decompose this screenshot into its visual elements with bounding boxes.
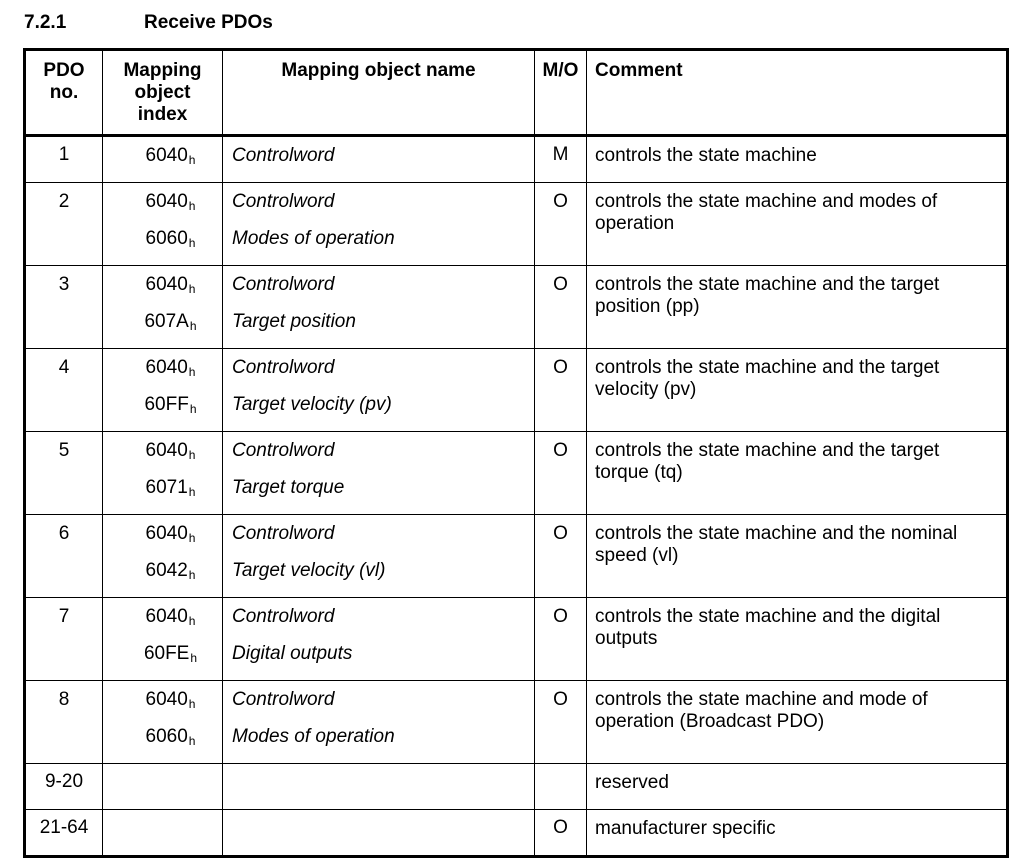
mo-cell: M [535, 136, 587, 183]
header-mapping-object-name: Mapping object name [223, 50, 535, 136]
mo-cell: O [535, 515, 587, 598]
mapping-name-cell [223, 515, 535, 598]
mapping-index-cell [103, 266, 223, 349]
pdo-number-cell: 4 [25, 349, 103, 432]
mo-cell: O [535, 598, 587, 681]
table-row [25, 349, 1008, 432]
comment-cell: controls the state machine and the nominal speed (vl) [587, 515, 1008, 598]
pdo-number-cell: 6 [25, 515, 103, 598]
hex-suffix: h [188, 568, 196, 582]
mapping-index-cell [103, 432, 223, 515]
mapping-index-value: $6040_h$ [145, 606, 196, 628]
header-comment: Comment [587, 50, 1008, 136]
mapping-index-value: $60FE_h$ [143, 643, 198, 665]
mapping-index-value: $60FF_h$ [144, 394, 197, 416]
table-row [25, 810, 1008, 857]
mapping-index-value: $6040_h$ [145, 274, 196, 296]
mapping-object-name: Modes of operation [232, 726, 395, 747]
mapping-index-cell [103, 764, 223, 810]
mapping-object-name: Digital outputs [232, 643, 353, 664]
mapping-index-value: $6042_h$ [145, 560, 196, 582]
mo-cell: O [535, 681, 587, 764]
comment-cell: controls the state machine and the digital outputs [587, 598, 1008, 681]
mapping-object-name: Controlword [232, 523, 335, 544]
hex-suffix: h [188, 365, 196, 379]
mapping-object-name: Modes of operation [232, 228, 395, 249]
mapping-index-cell [103, 810, 223, 857]
hex-suffix: h [188, 153, 196, 167]
table-row [25, 681, 1008, 764]
hex-suffix: h [188, 531, 196, 545]
table-row [25, 183, 1008, 266]
mapping-index-value: $6040_h$ [145, 145, 196, 167]
mapping-name-cell [223, 266, 535, 349]
mapping-name-cell [223, 432, 535, 515]
pdo-number-cell: 9-20 [25, 764, 103, 810]
comment-cell: controls the state machine and the target velocity (pv) [587, 349, 1008, 432]
comment-cell: manufacturer specific [587, 810, 1008, 857]
table-row [25, 598, 1008, 681]
mapping-object-name: Target velocity (pv) [232, 394, 392, 415]
comment-cell: controls the state machine and the target torque (tq) [587, 432, 1008, 515]
table-row [25, 136, 1008, 183]
mapping-object-name: Controlword [232, 145, 335, 166]
comment-cell: controls the state machine and the target position (pp) [587, 266, 1008, 349]
hex-suffix: h [188, 614, 196, 628]
table-row [25, 764, 1008, 810]
hex-suffix: h [188, 734, 196, 748]
mapping-index-value: $6040_h$ [145, 357, 196, 379]
header-mapping-object-index: Mapping object index [103, 50, 223, 136]
mapping-name-cell [223, 810, 535, 857]
mo-cell: O [535, 432, 587, 515]
pdo-number-cell: 1 [25, 136, 103, 183]
section-heading [24, 10, 273, 36]
section-number: 7.2.1 [24, 12, 67, 33]
mapping-index-cell [103, 598, 223, 681]
mo-cell: O [535, 183, 587, 266]
hex-suffix: h [188, 448, 196, 462]
mapping-object-name: Target torque [232, 477, 345, 498]
comment-cell: controls the state machine and modes of operation [587, 183, 1008, 266]
mapping-index-cell [103, 349, 223, 432]
hex-suffix: h [188, 485, 196, 499]
table-body [25, 136, 1008, 857]
mo-cell: O [535, 349, 587, 432]
hex-suffix: h [188, 697, 196, 711]
mapping-index-value: $6040_h$ [145, 440, 196, 462]
mapping-object-name: Controlword [232, 689, 335, 710]
table-row [25, 515, 1008, 598]
mapping-name-cell [223, 598, 535, 681]
hex-suffix: h [190, 651, 198, 665]
mapping-name-cell [223, 136, 535, 183]
mapping-index-value: $6060_h$ [145, 726, 196, 748]
mapping-index-cell [103, 136, 223, 183]
mapping-index-value: $6071_h$ [145, 477, 196, 499]
hex-suffix: h [189, 402, 197, 416]
mapping-object-name: Controlword [232, 606, 335, 627]
mapping-object-name: Controlword [232, 440, 335, 461]
mapping-index-cell [103, 681, 223, 764]
comment-cell: reserved [587, 764, 1008, 810]
pdo-number-cell: 7 [25, 598, 103, 681]
pdo-number-cell: 3 [25, 266, 103, 349]
mapping-index-value: $6040_h$ [145, 523, 196, 545]
mapping-index-cell [103, 515, 223, 598]
hex-suffix: h [188, 236, 196, 250]
pdo-number-cell: 21-64 [25, 810, 103, 857]
receive-pdo-table [23, 48, 1009, 858]
pdo-number-cell: 2 [25, 183, 103, 266]
table-row [25, 266, 1008, 349]
mo-cell [535, 764, 587, 810]
mapping-name-cell [223, 764, 535, 810]
mapping-name-cell [223, 681, 535, 764]
comment-cell: controls the state machine [587, 136, 1008, 183]
header-mo: M/O [535, 50, 587, 136]
table-header-row [25, 50, 1008, 136]
pdo-number-cell: 5 [25, 432, 103, 515]
mapping-index-value: $6060_h$ [145, 228, 196, 250]
mapping-name-cell [223, 349, 535, 432]
comment-cell: controls the state machine and mode of operation (Broadcast PDO) [587, 681, 1008, 764]
mapping-object-name: Controlword [232, 274, 335, 295]
header-pdo-no: PDO no. [25, 50, 103, 136]
mapping-object-name: Controlword [232, 191, 335, 212]
table-row [25, 432, 1008, 515]
pdo-number-cell: 8 [25, 681, 103, 764]
mapping-name-cell [223, 183, 535, 266]
mapping-object-name: Target velocity (vl) [232, 560, 386, 581]
hex-suffix: h [188, 282, 196, 296]
mapping-index-value: $6040_h$ [145, 191, 196, 213]
section-title: Receive PDOs [144, 12, 273, 33]
mapping-index-value: $607A_h$ [144, 311, 197, 333]
hex-suffix: h [188, 199, 196, 213]
hex-suffix: h [189, 319, 197, 333]
mapping-index-cell [103, 183, 223, 266]
mo-cell: O [535, 810, 587, 857]
mapping-object-name: Controlword [232, 357, 335, 378]
mapping-object-name: Target position [232, 311, 356, 332]
mo-cell: O [535, 266, 587, 349]
mapping-index-value: $6040_h$ [145, 689, 196, 711]
